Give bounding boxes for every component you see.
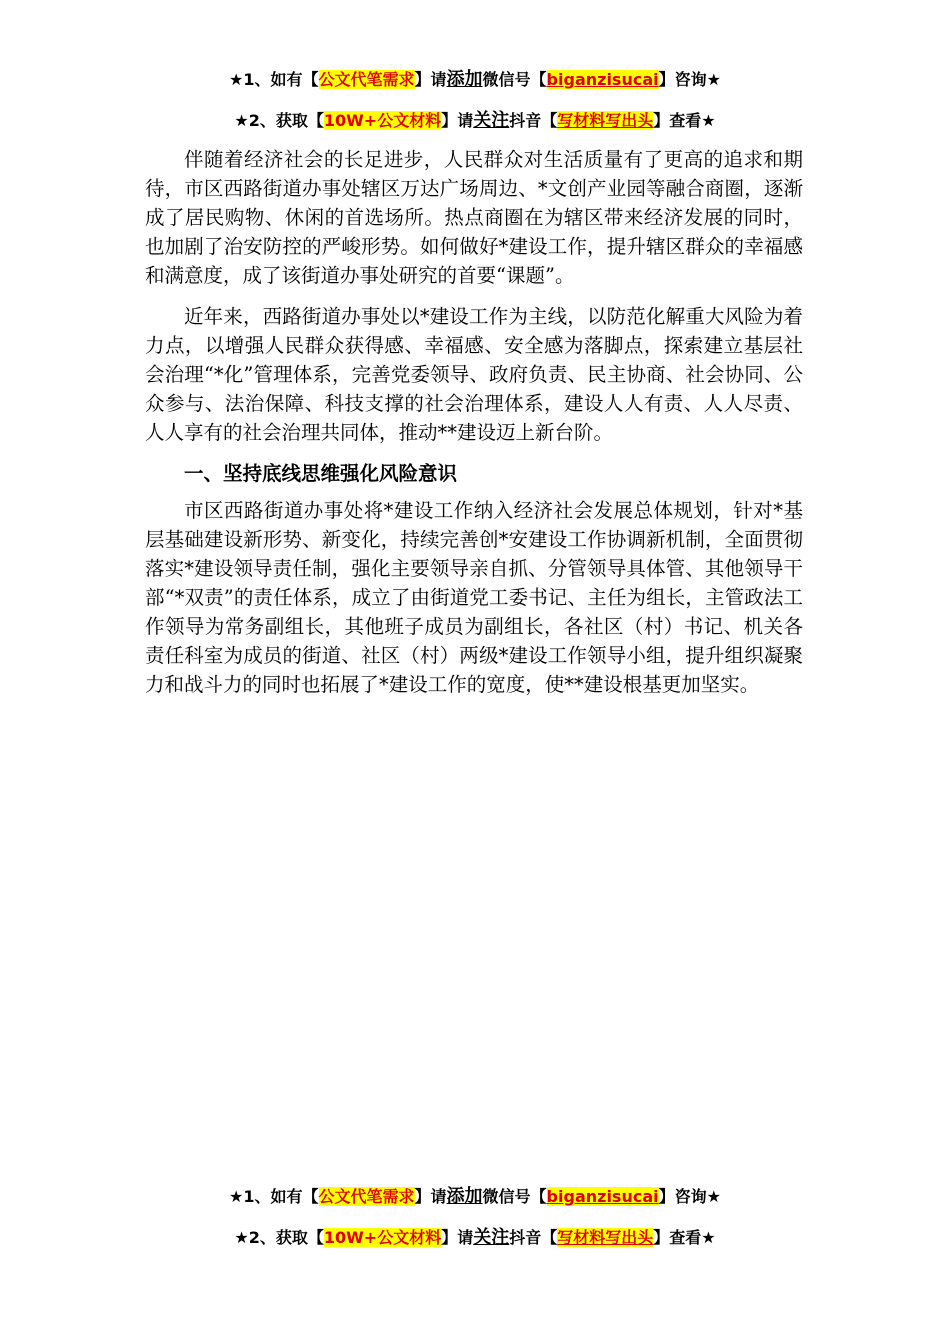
ad-text: 】请: [414, 1187, 447, 1206]
ad-text: 抖音【: [509, 111, 558, 130]
section-heading: 一、坚持底线思维强化风险意识: [184, 462, 458, 485]
ad-suffix: 】咨询★: [658, 1187, 721, 1206]
ad-douyin-id: 写材料写出头: [557, 111, 654, 130]
ad-emphasis: 添加: [446, 69, 483, 90]
document-body: [145, 145, 803, 711]
ad-emphasis: 关注: [473, 1227, 510, 1248]
footer-ad-line-2: [0, 1228, 950, 1248]
ad-highlight-materials: 10W+公文材料: [323, 1228, 442, 1247]
ad-suffix: 】查看★: [653, 1228, 716, 1247]
footer-ad-line-1: [0, 1187, 950, 1207]
ad-prefix: ★2、获取【: [234, 111, 324, 130]
ad-prefix: ★1、如有【: [229, 1187, 319, 1206]
header-ad-line-2: [0, 111, 950, 131]
ad-text: 微信号【: [482, 70, 547, 89]
ad-highlight-service: 公文代笔需求: [318, 1187, 415, 1206]
header-ad-line-1: [0, 70, 950, 90]
ad-prefix: ★1、如有【: [229, 70, 319, 89]
ad-suffix: 】咨询★: [658, 70, 721, 89]
paragraph-section-1: 市区西路街道办事处将*建设工作纳入经济社会发展总体规划，针对*基层基础建设新形势、新变化，持续完善创*安建设工作协调新机制，全面贯彻落实*建设领导责任制，强化主要领导亲自抓、分管领导具体管、其他领导干部“*双责”的责任体系，成立了由街道党工委书记、主任为组长，主管政法工作领导为常务副组长，其他班子成员为副组长，各社区（村）书记、机关各责任科室为成员的街道、社区（村）两级*建设工作领导小组，提升组织凝聚力和战斗力的同时也拓展了*建设工作的宽度，使**建设根基更加坚实。: [145, 499, 803, 696]
ad-text: 抖音【: [509, 1228, 558, 1247]
ad-text: 】请: [414, 70, 447, 89]
ad-emphasis: 添加: [446, 1186, 483, 1207]
ad-wechat-id: biganzisucai: [546, 70, 659, 89]
ad-emphasis: 关注: [473, 110, 510, 131]
ad-wechat-id: biganzisucai: [546, 1187, 659, 1206]
ad-text: 】请: [441, 111, 474, 130]
ad-suffix: 】查看★: [653, 111, 716, 130]
ad-text: 】请: [441, 1228, 474, 1247]
ad-douyin-id: 写材料写出头: [557, 1228, 654, 1247]
ad-text: 微信号【: [482, 1187, 547, 1206]
ad-highlight-materials: 10W+公文材料: [323, 111, 442, 130]
ad-highlight-service: 公文代笔需求: [318, 70, 415, 89]
paragraph-intro: 伴随着经济社会的长足进步，人民群众对生活质量有了更高的追求和期待，市区西路街道办事处辖区万达广场周边、*文创产业园等融合商圈，逐渐成了居民购物、休闲的首选场所。热点商圈在为辖区带来经济发展的同时，也加剧了治安防控的严峻形势。如何做好*建设工作，提升辖区群众的幸福感和满意度，成了该街道办事处研究的首要“课题”。: [145, 148, 803, 287]
ad-prefix: ★2、获取【: [234, 1228, 324, 1247]
paragraph-overview: 近年来，西路街道办事处以*建设工作为主线，以防范化解重大风险为着力点，以增强人民群众获得感、幸福感、安全感为落脚点，探索建立基层社会治理“*化”管理体系，完善党委领导、政府负责、民主协商、社会协同、公众参与、法治保障、科技支撑的社会治理体系，建设人人有责、人人尽责、人人享有的社会治理共同体，推动**建设迈上新台阶。: [145, 305, 803, 444]
